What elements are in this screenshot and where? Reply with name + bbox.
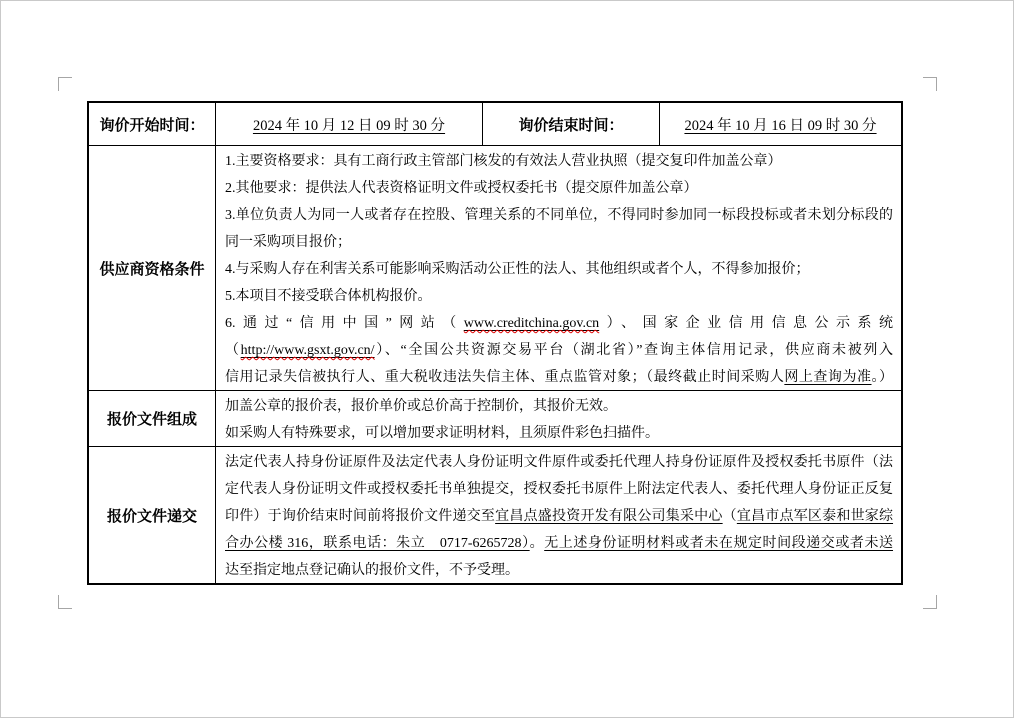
text-segment: 2.其他要求：提供法人代表资格证明文件或授权委托书（提交原件加盖公章） (225, 181, 698, 196)
text-segment: 法定代表人持身份证原件及法定代表人身份证明文件原件或委托代理人持身份证原件及授权委托书原件（法 (225, 455, 893, 470)
text-segment: 定代表人身份证明文件或授权委托书单独提交，授权委托书原件上附法定代表人、委托代理人身份证正反复 (225, 482, 893, 497)
text-boundary-mark-bottom-right (923, 595, 937, 609)
inquiry-start-datetime: 2024 年 10 月 12 日 09 时 30 分 (252, 117, 446, 134)
text-line (225, 557, 893, 583)
underlined-text: 宜昌点盛投资开发有限公司集采中心 (495, 509, 723, 524)
text-boundary-mark-top-right (923, 77, 937, 91)
text-line (225, 393, 893, 420)
text-line (225, 256, 893, 283)
cell-inquiry-start-time (216, 103, 483, 145)
row-content-qualifications (216, 146, 901, 390)
text-segment: 达至指定地点登记确认的报价文件，不予受理。 (225, 563, 519, 578)
text-line (225, 148, 893, 175)
url-spellcheck-underline: http://www.gsxt.gov.cn/ (240, 343, 375, 358)
text-segment: 同一采购项目报价； (225, 235, 351, 250)
underlined-text: 合办公楼 316，联系电话：朱立 0717-6265728） (225, 536, 530, 551)
text-segment: 。 (529, 536, 545, 551)
text-boundary-mark-bottom-left (58, 595, 72, 609)
text-segment: ）、“全国公共资源交易平台（湖北省）”查询主体信用记录，供应商未被列入 (374, 343, 894, 358)
cell-inquiry-end-time (660, 103, 901, 145)
text-segment: （ (722, 509, 737, 524)
inquiry-end-datetime: 2024 年 10 月 16 日 09 时 30 分 (684, 117, 877, 134)
underlined-text: 网上查询为准 (784, 370, 872, 385)
label-inquiry-start-time: 询价开始时间： (89, 103, 216, 145)
text-line (225, 310, 893, 337)
text-line (225, 283, 893, 310)
text-segment: （ (225, 343, 241, 358)
underlined-text: 宜昌市点军区泰和世家综 (736, 509, 894, 524)
table-row-times (89, 103, 901, 146)
text-segment: 加盖公章的报价表，报价单价或总价高于控制价，其报价无效。 (225, 399, 617, 414)
url-text (241, 343, 375, 358)
text-segment: 3.单位负责人为同一人或者存在控股、管理关系的不同单位，不得同时参加同一标段投标或者未划分标段的 (225, 208, 893, 223)
row-header-submission: 报价文件递交 (89, 447, 216, 583)
text-line (225, 476, 893, 503)
text-segment: 。） (871, 370, 894, 385)
text-segment: 1.主要资格要求：具有工商行政主管部门核发的有效法人营业执照（提交复印件加盖公章） (225, 154, 782, 169)
inquiry-table (87, 101, 903, 585)
text-segment: 如采购人有特殊要求，可以增加要求证明材料，且须原件彩色扫描件。 (225, 426, 659, 441)
text-segment: 印件）于询价结束时间前将报价文件递交至 (225, 509, 496, 524)
label-inquiry-end-time: 询价结束时间： (483, 103, 660, 145)
text-line (225, 530, 893, 557)
text-line (225, 364, 893, 390)
url-spellcheck-underline: www.creditchina.gov.cn (463, 316, 600, 331)
row-content-composition (216, 391, 901, 446)
text-segment: 6.通过“信用中国”网站（ (225, 316, 464, 331)
text-segment: 信用记录失信被执行人、重大税收违法失信主体、重点监管对象；（最终截止时间采购人 (225, 370, 785, 385)
text-line (225, 503, 893, 530)
text-line (225, 337, 893, 364)
row-content-submission (216, 447, 901, 583)
text-line (225, 202, 893, 229)
text-line (225, 229, 893, 256)
table-row-composition (89, 391, 901, 447)
table-row-qualifications (89, 146, 901, 391)
row-header-composition: 报价文件组成 (89, 391, 216, 446)
underlined-text: 无上述身份证明材料或者未在规定时间段递交或者未送 (544, 536, 894, 551)
text-segment: 5.本项目不接受联合体机构报价。 (225, 289, 432, 304)
text-segment: ）、国家企业信用信息公示系统 (599, 316, 893, 331)
table-row-submission (89, 447, 901, 583)
text-line (225, 420, 893, 446)
text-boundary-mark-top-left (58, 77, 72, 91)
text-line (225, 449, 893, 476)
row-header-qualifications: 供应商资格条件 (89, 146, 216, 390)
url-text (464, 316, 599, 331)
text-segment: 4.与采购人存在利害关系可能影响采购活动公正性的法人、其他组织或者个人，不得参加报价； (225, 262, 810, 277)
text-line (225, 175, 893, 202)
